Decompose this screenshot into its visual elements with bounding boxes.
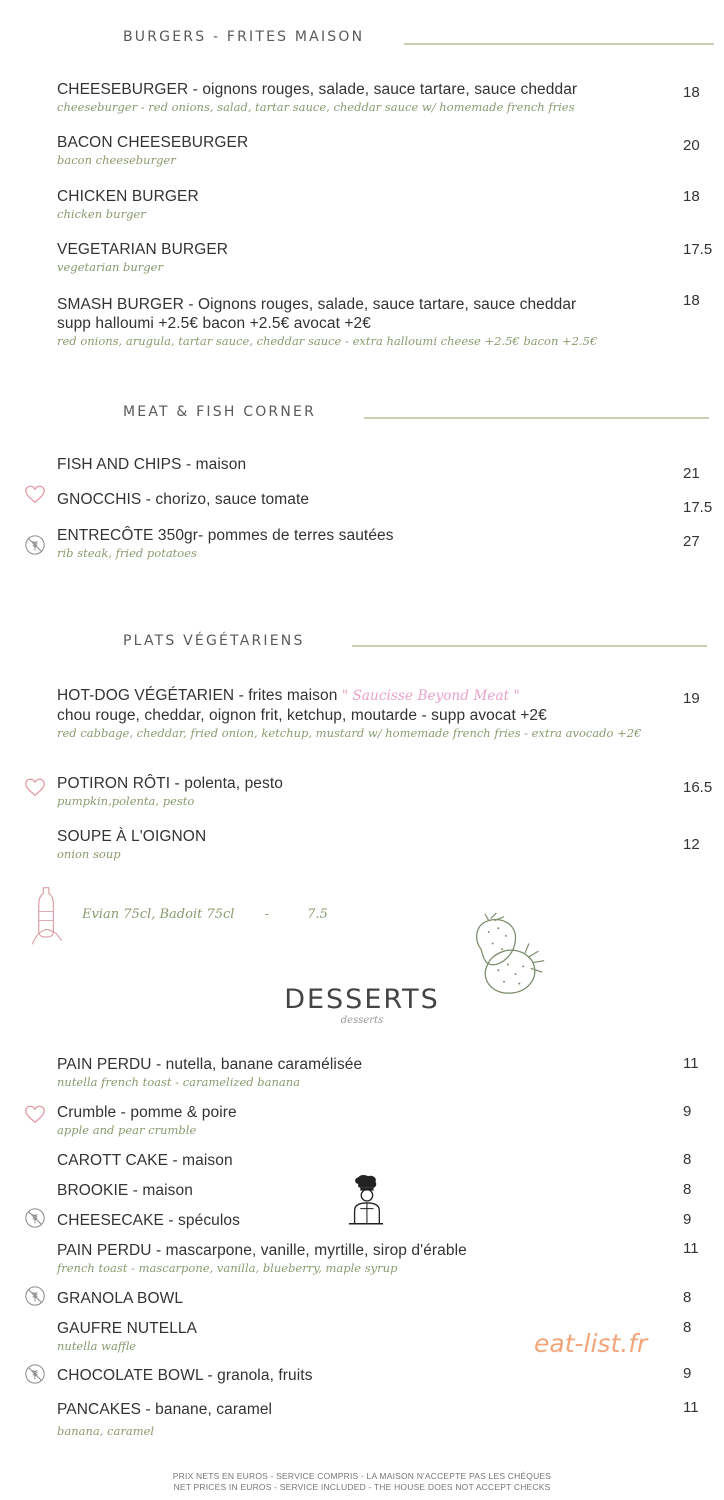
item-name: CAROTT CAKE - maison [57,1152,233,1169]
item-name: Crumble - pomme & poire [57,1104,237,1121]
item-name: PAIN PERDU - nutella, banane caramélisée [57,1056,363,1073]
section-rule-veg [352,645,707,647]
item-translation: nutella french toast - caramelized banana [57,1075,301,1089]
item-price: 16.5 [683,779,713,796]
item-price: 18 [683,292,700,309]
item-translation: onion soup [57,847,121,861]
section-title-veg: PLATS VÉGÉTARIENS [123,633,305,649]
heart-icon [24,483,46,505]
item-name: CHOCOLATE BOWL - granola, fruits [57,1367,313,1384]
menu-item-fish-and-chips [57,455,677,474]
item-name: CHICKEN BURGER [57,188,199,205]
item-translation: french toast - mascarpone, vanilla, blueberry, maple syrup [57,1261,398,1275]
section-rule-burgers [404,43,714,45]
item-price: 20 [683,137,700,154]
item-price: 8 [683,1181,692,1198]
item-translation: bacon cheeseburger [57,153,176,167]
item-translation: red cabbage, cheddar, fried onion, ketchup, mustard w/ homemade french fries - extra avocado +2€ [57,726,642,740]
gluten-free-icon [24,1363,46,1385]
footer-en: NET PRICES IN EUROS - SERVICE INCLUDED - THE HOUSE DOES NOT ACCEPT CHECKS [173,1482,551,1492]
menu-item-cheesecake [57,1211,677,1230]
item-translation: cheeseburger - red onions, salad, tartar sauce, cheddar sauce w/ homemade french fries [57,100,575,114]
item-name: BROOKIE - maison [57,1182,193,1199]
drinks-line [82,907,328,922]
item-name: GAUFRE NUTELLA [57,1320,198,1337]
drinks-price: 7.5 [307,907,328,922]
item-price: 12 [683,836,700,853]
item-name: SMASH BURGER - Oignons rouges, salade, sauce tartare, sauce cheddar [57,296,577,313]
item-translation: chicken burger [57,207,146,221]
item-name: VEGETARIAN BURGER [57,241,229,258]
item-price: 18 [683,188,700,205]
item-translation: pumpkin,polenta, pesto [57,794,195,808]
section-title-meat: MEAT & FISH CORNER [123,404,316,420]
item-price: 8 [683,1289,692,1306]
item-name: POTIRON RÔTI - polenta, pesto [57,775,283,792]
item-highlight: " Saucisse Beyond Meat " [341,688,520,704]
menu-item-pain-perdu-mascarpone [57,1241,677,1277]
gluten-free-icon [24,1207,46,1229]
item-price: 11 [683,1399,699,1416]
item-price: 9 [683,1365,692,1382]
item-translation: red onions, arugula, tartar sauce, cheddar sauce - extra halloumi cheese +2.5€ bacon +2.5€ [57,334,598,348]
item-extras: chou rouge, cheddar, oignon frit, ketchup, moutarde - supp avocat +2€ [57,707,547,724]
item-price: 8 [683,1151,692,1168]
item-price: 17.5 [683,241,713,258]
menu-item-entrecote [57,526,677,562]
drinks-dash: - [264,907,269,922]
item-price: 21 [683,465,700,482]
menu-item-vegetarian-burger [57,240,677,276]
item-translation: vegetarian burger [57,260,163,274]
menu-item-chocolate-bowl [57,1366,677,1385]
item-name: BACON CHEESEBURGER [57,134,249,151]
item-name: FISH AND CHIPS - maison [57,456,247,473]
section-rule-meat [364,417,709,419]
menu-item-pancakes [57,1400,677,1440]
section-title-burgers: BURGERS - FRITES MAISON [123,29,365,45]
item-price: 17.5 [683,499,713,516]
item-price: 9 [683,1103,692,1120]
item-name: CHEESECAKE - spéculos [57,1212,240,1229]
item-price: 19 [683,690,700,707]
item-name: SOUPE À L'OIGNON [57,828,207,845]
gluten-free-icon [24,534,46,556]
menu-item-hot-dog-vegetarien [57,686,697,742]
menu-item-cheeseburger [57,80,677,116]
desserts-subtitle: desserts [340,1015,384,1026]
gluten-free-icon [24,1285,46,1307]
item-name: HOT-DOG VÉGÉTARIEN - frites maison [57,687,338,704]
item-name: PANCAKES - banane, caramel [57,1401,273,1418]
menu-item-gnocchis [57,490,677,509]
item-translation: banana, caramel [57,1424,155,1438]
item-price: 8 [683,1319,692,1336]
menu-item-potiron-roti [57,774,677,810]
heart-icon [24,776,46,798]
water-bottle-icon [28,884,66,948]
item-name: GRANOLA BOWL [57,1290,184,1307]
item-price: 9 [683,1211,692,1228]
menu-item-granola-bowl [57,1289,677,1308]
menu-item-pain-perdu-nutella [57,1055,677,1091]
desserts-title: DESSERTS [284,984,440,1015]
item-price: 11 [683,1055,699,1072]
item-name: CHEESEBURGER - oignons rouges, salade, sauce tartare, sauce cheddar [57,81,578,98]
footer-fr: PRIX NETS EN EUROS - SERVICE COMPRIS - LA MAISON N'ACCEPTE PAS LES CHÈQUES [172,1471,552,1481]
item-name: ENTRECÔTE 350gr- pommes de terres sautées [57,527,394,544]
item-price: 11 [683,1240,699,1257]
menu-item-carott-cake [57,1151,677,1170]
drinks-label: Evian 75cl, Badoit 75cl [82,907,235,922]
item-price: 27 [683,533,700,550]
item-name: GNOCCHIS - chorizo, sauce tomate [57,491,310,508]
item-translation: rib steak, fried potatoes [57,546,197,560]
menu-item-chicken-burger [57,187,677,223]
menu-item-smash-burger [57,295,677,350]
item-name-line [57,686,697,706]
item-translation: nutella waffle [57,1339,136,1353]
heart-icon [24,1103,46,1125]
item-name: PAIN PERDU - mascarpone, vanille, myrtille, sirop d'érable [57,1242,467,1259]
menu-item-soupe-oignon [57,827,677,863]
menu-item-crumble [57,1103,677,1139]
watermark: eat-list.fr [534,1329,648,1358]
item-translation: apple and pear crumble [57,1123,197,1137]
item-price: 18 [683,84,700,101]
menu-item-bacon-cheeseburger [57,133,677,169]
item-extras: supp halloumi +2.5€ bacon +2.5€ avocat +2€ [57,315,372,332]
